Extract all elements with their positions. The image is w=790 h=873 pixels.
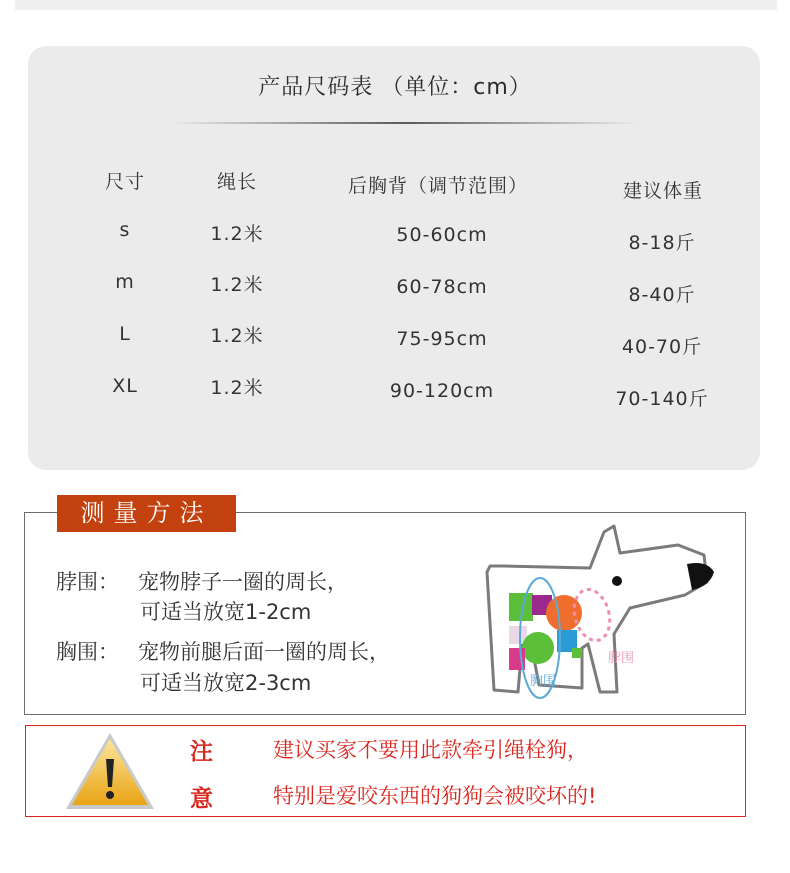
top-divider-strip	[15, 0, 777, 10]
row-size: XL	[112, 375, 138, 397]
notice-char-1: 注	[190, 739, 213, 765]
header-weight: 建议体重	[622, 180, 704, 202]
chest-line1: 宠物前腿后面一圈的周长，	[138, 640, 390, 664]
row-weight: 70-140斤	[615, 388, 709, 410]
row-rope-length: 1.2米	[210, 274, 264, 296]
dog-measurement-diagram	[482, 520, 732, 705]
row-chest-back: 75-95cm	[396, 328, 488, 350]
row-chest-back: 50-60cm	[396, 224, 488, 246]
row-weight: 8-18斤	[628, 232, 696, 254]
row-size: s	[119, 219, 131, 241]
row-weight: 8-40斤	[628, 284, 696, 306]
size-chart-title: 产品尺码表 （单位：cm）	[258, 75, 532, 100]
row-chest-back: 90-120cm	[389, 380, 495, 402]
neck-tag: 脖围	[608, 651, 635, 666]
header-rope-length: 绳长	[216, 171, 258, 193]
dog-eye-icon	[612, 576, 622, 586]
row-chest-back: 60-78cm	[396, 276, 488, 298]
row-rope-length: 1.2米	[210, 223, 264, 245]
notice-line2: 特别是爱咬东西的狗狗会被咬坏的!	[273, 784, 597, 808]
neck-line1: 宠物脖子一圈的周长，	[138, 570, 348, 594]
warning-icon	[62, 729, 158, 813]
notice-char-2: 意	[190, 786, 213, 812]
chest-line2: 可适当放宽2-3cm	[140, 671, 312, 695]
neck-label: 脖围：	[56, 570, 119, 594]
header-chest-back: 后胸背（调节范围）	[347, 175, 529, 197]
chest-label: 胸围：	[56, 640, 119, 664]
header-size: 尺寸	[104, 171, 146, 193]
row-size: m	[115, 271, 135, 293]
chest-tag: 胸围	[530, 674, 557, 689]
row-size: L	[119, 323, 131, 345]
title-divider	[170, 122, 640, 124]
row-weight: 40-70斤	[621, 336, 703, 358]
row-rope-length: 1.2米	[210, 377, 264, 399]
row-rope-length: 1.2米	[210, 325, 264, 347]
notice-line1: 建议买家不要用此款牵引绳栓狗，	[273, 738, 588, 762]
dog-nose-icon	[687, 563, 714, 590]
measurement-badge: 测量方法	[57, 495, 236, 532]
neck-line2: 可适当放宽1-2cm	[140, 600, 312, 624]
